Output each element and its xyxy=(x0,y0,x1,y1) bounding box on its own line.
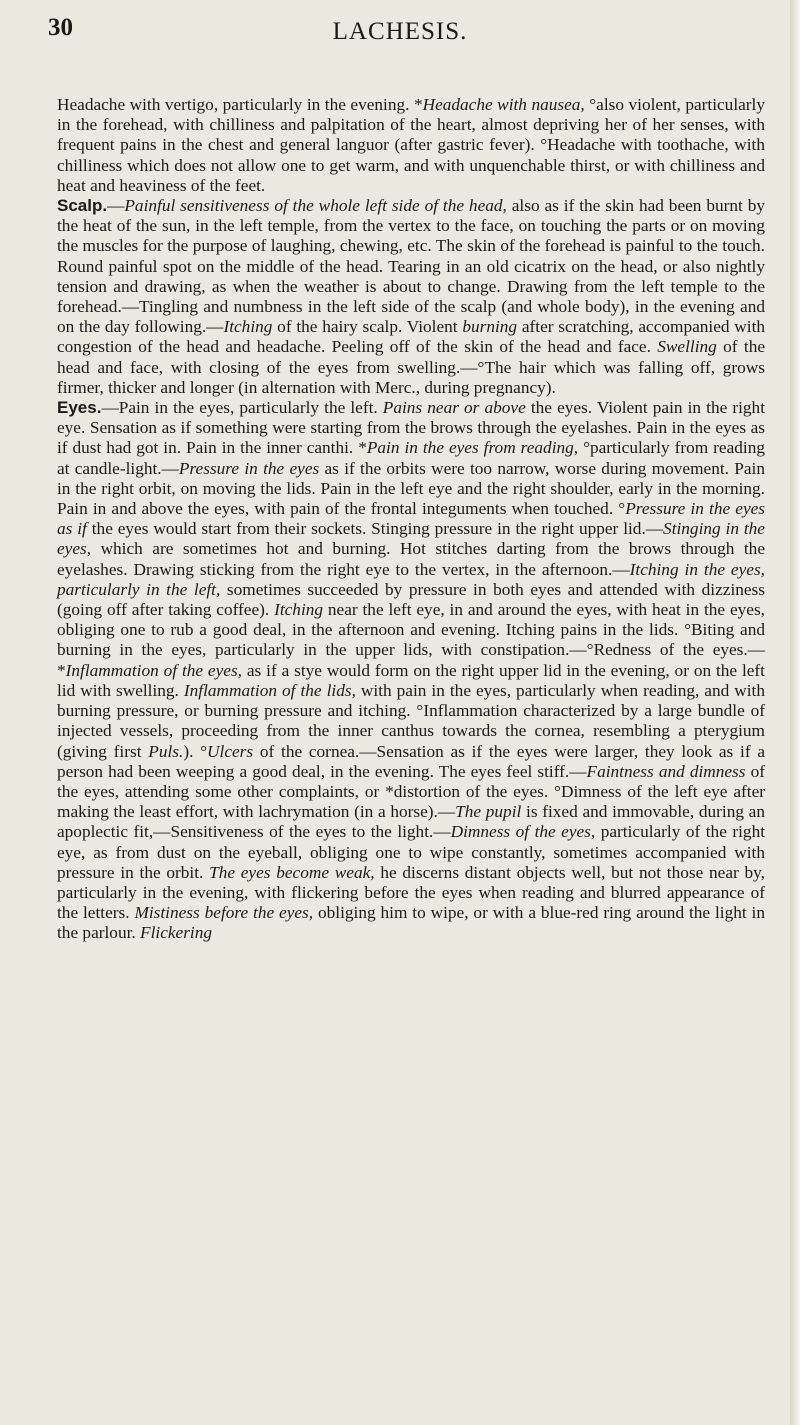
running-title: LACHESIS. xyxy=(332,18,468,45)
paragraph-eyes: Eyes.—Pain in the eyes, particularly the left. Pains near or above the eyes. Violent pain in the right eye. Sensation as if something were starting from the brows through the eyelashes. Pain in the eyes as if dust had got in. Pain in the inner canthi. *Pain in the eyes from reading, °particularly from reading at candle-light.—Pressure in the eyes as if the orbits were too narrow, worse during movement. Pain in the right orbit, on moving the lids. Pain in the left eye and the right shoulder, early in the morning. Pain in and above the eyes, with pain of the frontal integuments when touched. °Pressure in the eyes as if the eyes would start from their sockets. Stinging pressure in the right upper lid.—Stinging in the eyes, which are sometimes hot and burning. Hot stitches darting from the brows through the eyelashes. Drawing sticking from the right eye to the vertex, in the afternoon.—Itching in the eyes, particularly in the left, sometimes succeeded by pressure in both eyes and attended with dizziness (going off after taking coffee). Itching near the left eye, in and around the eyes, with heat in the eyes, obliging one to rub a good deal, in the afternoon and evening. Itching pains in the lids. °Biting and burning in the eyes, particularly in the upper lids, with constipation.—°Redness of the eyes.—*Inflammation of the eyes, as if a stye would form on the right upper lid in the evening, or on the left lid with swelling. Inflammation of the lids, with pain in the eyes, particularly when reading, and with burning pressure, or burning pressure and itching. °Inflammation characterized by a large bundle of injected vessels, proceeding from the inner canthus towards the cornea, resembling a pterygium (giving first Puls.). °Ulcers of the cornea.—Sensation as if the eyes were larger, they look as if a person had been weeping a good deal, in the evening. The eyes feel stiff.—Faintness and dimness of the eyes, attending some other complaints, or *distortion of the eyes. °Dimness of the left eye after making the least effort, with lachrymation (in a horse).—The pupil is fixed and immovable, during an apoplectic fit,—Sensitiveness of the eyes to the light.—Dimness of the eyes, particularly of the right eye, as from dust on the eyeball, obliging one to wipe constantly, sometimes accompanied with pressure in the orbit. The eyes become weak, he discerns distant objects well, but not those near by, particularly in the evening, with flickering before the eyes when reading and blurred appearance of the letters. Mistiness before the eyes, obliging him to wipe, or with a blue-red ring around the light in the parlour. Flickering xyxy=(57,398,766,943)
body-text xyxy=(57,95,765,944)
page-number: 30 xyxy=(48,14,73,41)
page-edge xyxy=(790,0,800,1425)
paragraph-headache: Headache with vertigo, particularly in the evening. *Headache with nausea, °also violent, particularly in the forehead, with chilliness and palpitation of the heart, almost depriving her of her senses, with frequent pains in the chest and general languor (after gastric fever). °Headache with toothache, with chilliness which does not allow one to get warm, and with unquenchable thirst, or with chilliness and heat and heaviness of the feet. xyxy=(57,95,765,195)
section-heading-scalp: Scalp. xyxy=(57,196,108,216)
paragraph-scalp: Scalp.—Painful sensitiveness of the whole left side of the head, also as if the skin had been burnt by the heat of the sun, in the left temple, from the vertex to the face, on touching the parts or on moving the muscles for the purpose of laughing, chewing, etc. The skin of the forehead is painful to the touch. Round painful spot on the middle of the head. Tearing in an old cicatrix on the head, or also nightly tension and drawing, as when the weather is about to change. Drawing from the left temple to the forehead.—Tingling and numbness in the left side of the scalp (and whole body), in the evening and on the day following.—Itching of the hairy scalp. Violent burning after scratching, accompanied with congestion of the head and headache. Peeling off of the skin of the head and face. Swelling of the head and face, with closing of the eyes from swelling.—°The hair which was falling off, grows firmer, thicker and longer (in alternation with Merc., during pregnancy). xyxy=(57,196,766,397)
section-heading-eyes: Eyes. xyxy=(57,398,102,418)
